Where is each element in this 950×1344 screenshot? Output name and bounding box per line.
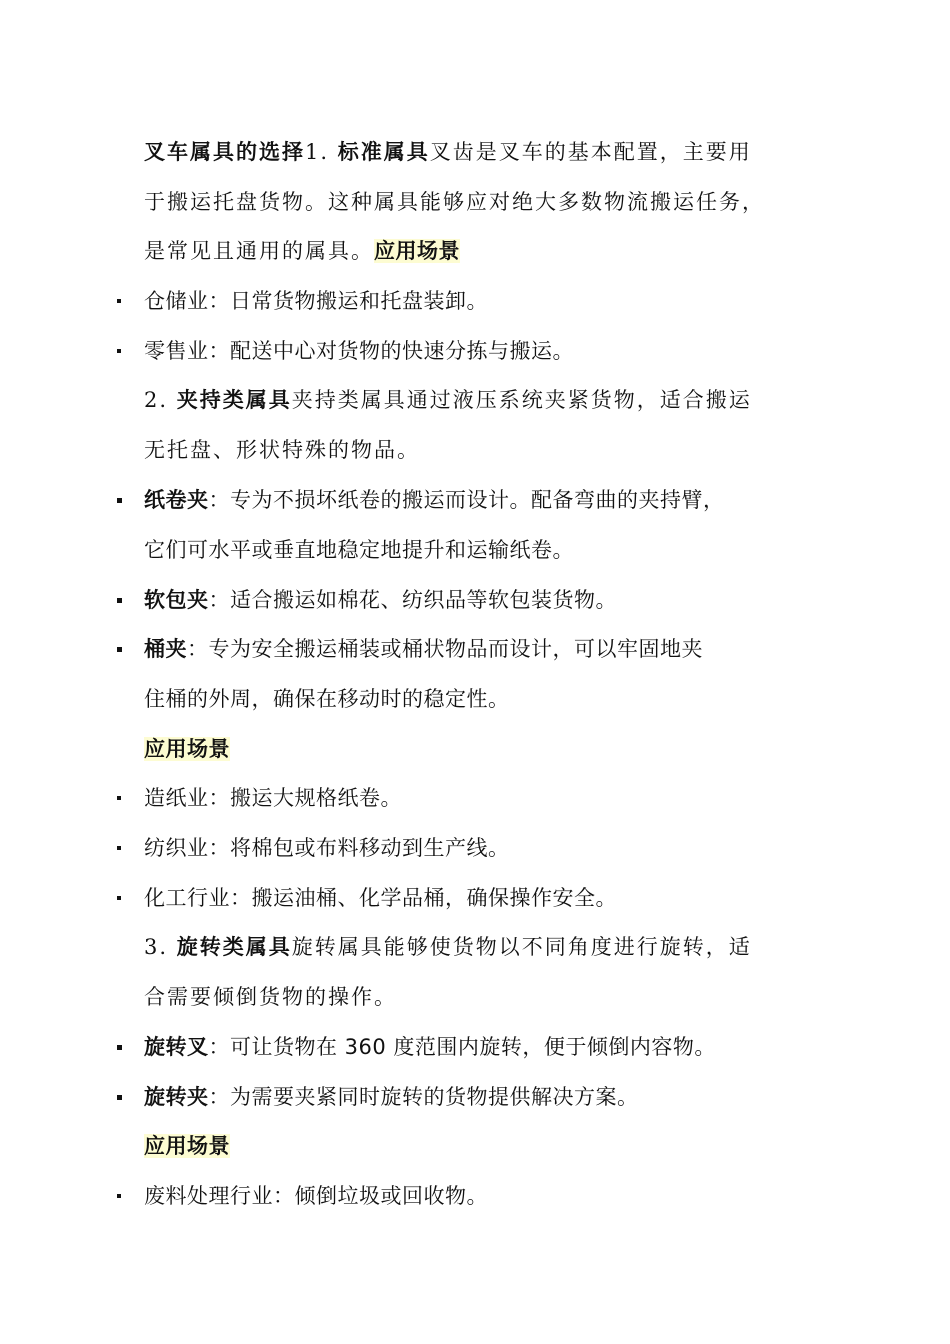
square-bullet-icon <box>114 632 124 666</box>
list-item-text: 倾倒垃圾或回收物。 <box>294 1184 488 1208</box>
section-2-line-2: 无托盘、形状特殊的物品。 <box>144 438 420 462</box>
term-separator: ： <box>208 588 230 612</box>
list-item <box>144 632 814 666</box>
term-text: 专为安全搬运桶装或桶状物品而设计，可以牢固地夹 <box>208 637 703 661</box>
list-item-continuation: 住桶的外周，确保在移动时的稳定性。 <box>144 687 510 711</box>
section-2-number: 2. <box>144 388 169 412</box>
list-item-label: 纺织业： <box>144 836 230 860</box>
list-item-label: 零售业： <box>144 339 230 363</box>
list-item <box>144 583 814 617</box>
section-3-title: 旋转类属具 <box>176 934 292 959</box>
term-text: 为需要夹紧同时旋转的货物提供解决方案。 <box>230 1085 639 1109</box>
term-text: 适合搬运如棉花、纺织品等软包装货物。 <box>230 588 617 612</box>
section-3-scene-line <box>144 1129 814 1163</box>
term-separator: ： <box>208 488 230 512</box>
section-2-scene-heading: 应用场景 <box>144 737 230 761</box>
bullet-icon <box>114 781 124 815</box>
list-item-text: 配送中心对货物的快速分拣与搬运。 <box>230 339 574 363</box>
term-separator: ： <box>208 1035 230 1059</box>
section-1-text: 叉齿是叉车的基本配置，主要用 <box>429 140 752 164</box>
term-text: 专为不损坏纸卷的搬运而设计。配备弯曲的夹持臂， <box>230 488 725 512</box>
term: 软包夹 <box>144 588 209 612</box>
list-item-continuation: 它们可水平或垂直地稳定地提升和运输纸卷。 <box>144 538 574 562</box>
section-3-number: 3. <box>144 935 169 959</box>
term-separator: ： <box>187 637 209 661</box>
term-separator: ： <box>208 1085 230 1109</box>
list-item-text: 日常货物搬运和托盘装卸。 <box>230 289 488 313</box>
intro-line-2: 于搬运托盘货物。这种属具能够应对绝大多数物流搬运任务， <box>144 190 765 214</box>
square-bullet-icon <box>114 483 124 517</box>
section-3-line-2: 合需要倾倒货物的操作。 <box>144 985 397 1009</box>
square-bullet-icon <box>114 583 124 617</box>
list-item <box>144 831 814 865</box>
section-1-scene-heading: 应用场景 <box>374 239 460 263</box>
list-item <box>144 1080 814 1114</box>
bullet-icon <box>114 1179 124 1213</box>
bullet-icon <box>114 284 124 318</box>
doc-title: 叉车属具的选择 <box>144 139 305 164</box>
list-item <box>144 1030 814 1064</box>
list-item <box>144 781 814 815</box>
term-text: 可让货物在 360 度范围内旋转，便于倾倒内容物。 <box>230 1035 716 1059</box>
term: 旋转夹 <box>144 1085 209 1109</box>
list-item-label: 造纸业： <box>144 786 230 810</box>
term: 旋转叉 <box>144 1035 209 1059</box>
section-2-text: 夹持类属具通过液压系统夹紧货物，适合搬运 <box>291 388 752 412</box>
square-bullet-icon <box>114 1080 124 1114</box>
term: 桶夹 <box>144 637 187 661</box>
intro-line-3-text: 是常见且通用的属具。 <box>144 239 374 263</box>
list-item <box>144 1179 814 1213</box>
list-item-label: 化工行业： <box>144 886 252 910</box>
list-item-label: 仓储业： <box>144 289 230 313</box>
list-item <box>144 881 814 915</box>
section-1-number: 1. <box>305 140 330 164</box>
term: 纸卷夹 <box>144 488 209 512</box>
list-item-text: 搬运油桶、化学品桶，确保操作安全。 <box>251 886 617 910</box>
section-3-scene-heading: 应用场景 <box>144 1134 230 1158</box>
section-2-scene-line <box>144 732 814 766</box>
section-3-text: 旋转属具能够使货物以不同角度进行旋转，适 <box>291 935 752 959</box>
list-item-text: 将棉包或布料移动到生产线。 <box>230 836 510 860</box>
list-item <box>144 284 814 318</box>
section-2-title: 夹持类属具 <box>176 387 292 412</box>
square-bullet-icon <box>114 1030 124 1064</box>
list-item <box>144 483 814 517</box>
intro-line-1 <box>144 135 814 169</box>
section-1-title: 标准属具 <box>337 139 430 164</box>
bullet-icon <box>114 334 124 368</box>
list-item-text: 搬运大规格纸卷。 <box>230 786 402 810</box>
bullet-icon <box>114 881 124 915</box>
list-item-label: 废料处理行业： <box>144 1184 295 1208</box>
intro-line-3 <box>144 234 814 268</box>
section-2-line-1 <box>144 383 814 417</box>
list-item <box>144 334 814 368</box>
section-3-line-1 <box>144 930 814 964</box>
bullet-icon <box>114 831 124 865</box>
